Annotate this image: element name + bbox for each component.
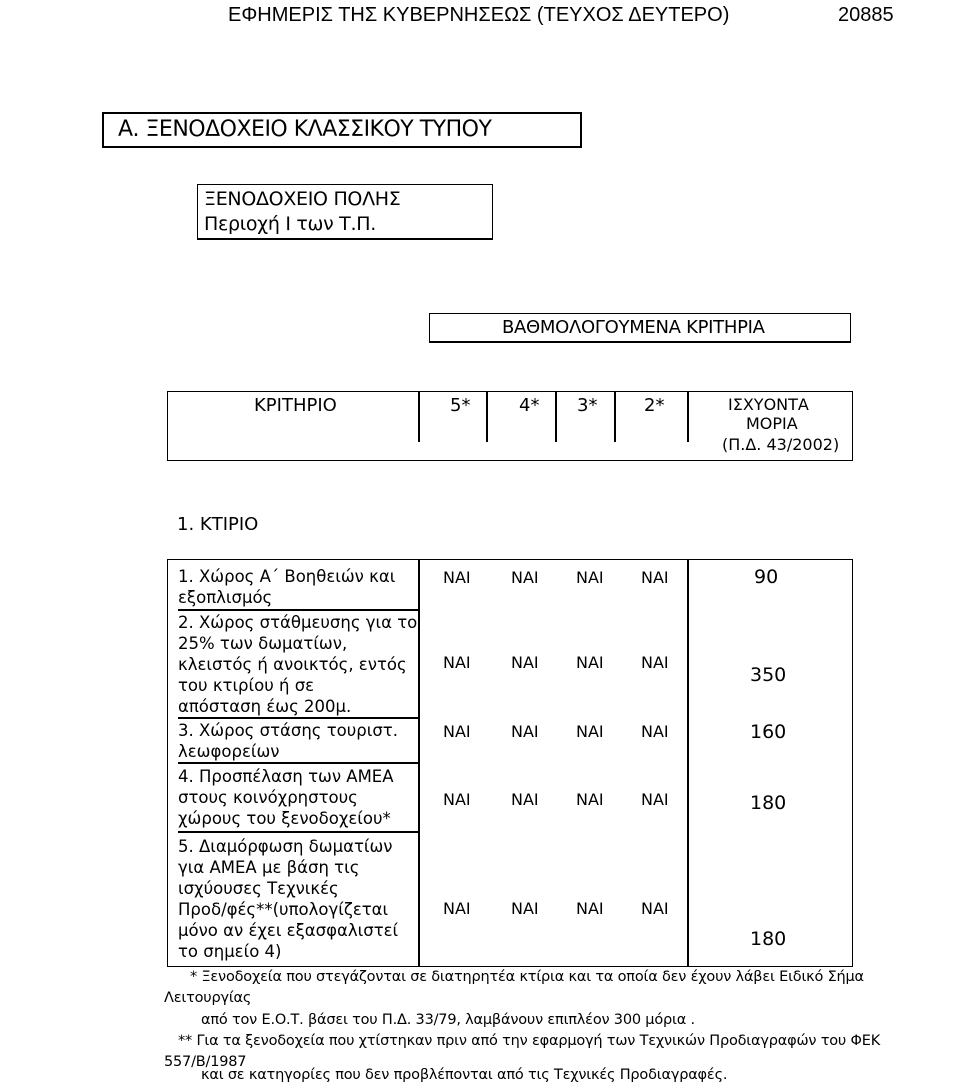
graded-criteria-box [429,313,851,343]
header-criterion: ΚΡΙΤΗΡΙΟ [254,395,337,416]
row1-2-star: ΝΑΙ [641,568,669,587]
criteria-header-table [167,391,853,461]
table-row: 3. Χώρος στάσης τουριστ. λεωφορείων [178,721,398,761]
row3-3-star: ΝΑΙ [576,722,604,741]
graded-criteria-title: ΒΑΘΜΟΛΟΓΟΥΜΕΝΑ ΚΡΙΤΗΡΙΑ [502,317,765,338]
row2-5-star: ΝΑΙ [443,653,471,672]
row5-2-star: ΝΑΙ [641,899,669,918]
row5-5-star: ΝΑΙ [443,899,471,918]
row2-4-star: ΝΑΙ [511,653,539,672]
row4-4-star: ΝΑΙ [511,790,539,809]
header-4-star: 4* [519,395,540,416]
row3-points: 160 [750,721,787,743]
footnote-1-line2: Λειτουργίας [164,990,252,1006]
row4-5-star: ΝΑΙ [443,790,471,809]
table-row: 4. Προσπέλαση των ΑΜΕΑ στους κοινόχρηστους χώρους του ξενοδοχείου* [178,767,394,828]
footnote-2-line3: και σε κατηγορίες που δεν προβλέπονται από τις Τεχνικές Προδιαγραφές. [201,1067,728,1083]
section-title: Α. ΞΕΝΟΔΟΧΕΙΟ ΚΛΑΣΣΙΚΟΥ ΤΥΠΟΥ [118,117,492,142]
header-3-star: 3* [577,395,598,416]
hotel-type-box [197,184,493,240]
row5-3-star: ΝΑΙ [576,899,604,918]
footnote-1-line1: * Ξενοδοχεία που στεγάζονται σε διατηρητέα κτίρια και τα οποία δεν έχουν λάβει Ειδικό Σήμα [190,969,864,985]
gazette-header-title: ΕΦΗΜΕΡΙΣ ΤΗΣ ΚΥΒΕΡΝΗΣΕΩΣ (ΤΕΥΧΟΣ ΔΕΥΤΕΡΟ) [228,4,730,26]
footnote-1-line3: από τον Ε.Ο.Τ. βάσει του Π.Δ. 33/79, λαμβάνουν επιπλέον 300 μόρια . [201,1012,695,1028]
row1-3-star: ΝΑΙ [576,568,604,587]
row4-3-star: ΝΑΙ [576,790,604,809]
hotel-type-line1: ΞΕΝΟΔΟΧΕΙΟ ΠΟΛΗΣ [204,188,401,210]
row2-2-star: ΝΑΙ [641,653,669,672]
header-points-line2: ΜΟΡΙΑ [746,414,798,433]
row4-2-star: ΝΑΙ [641,790,669,809]
row1-5-star: ΝΑΙ [443,568,471,587]
header-points-line3: (Π.Δ. 43/2002) [722,435,840,454]
footnote-2-line1: ** Για τα ξενοδοχεία που χτίστηκαν πριν από την εφαρμογή των Τεχνικών Προδιαγραφών του ΦΕΚ [178,1033,881,1049]
table-row: 2. Χώρος στάθμευσης για το 25% των δωματίων, κλειστός ή ανοικτός, εντός του κτιρίου ή σε απόσταση έως 200μ. [178,613,418,716]
row5-4-star: ΝΑΙ [511,899,539,918]
page-number: 20885 [838,4,894,26]
section-title-box [102,112,582,148]
subsection-building: 1. ΚΤΙΡΙΟ [177,514,259,535]
row2-points: 350 [750,664,787,686]
row4-points: 180 [750,792,787,814]
header-points-line1: ΙΣΧΥΟΝΤΑ [728,395,809,414]
row1-points: 90 [754,566,779,588]
row5-points: 180 [750,928,787,950]
row3-2-star: ΝΑΙ [641,722,669,741]
row3-5-star: ΝΑΙ [443,722,471,741]
hotel-type-line2: Περιοχή Ι των Τ.Π. [204,213,376,235]
table-row: 1. Χώρος Α΄ Βοηθειών και εξοπλισμός [178,567,396,607]
row2-3-star: ΝΑΙ [576,653,604,672]
footnote-2-line2: 557/Β/1987 [164,1054,247,1070]
row1-4-star: ΝΑΙ [511,568,539,587]
header-2-star: 2* [644,395,665,416]
criteria-table [167,559,853,967]
row3-4-star: ΝΑΙ [511,722,539,741]
header-5-star: 5* [450,395,471,416]
table-row: 5. Διαμόρφωση δωματίων για ΑΜΕΑ με βάση τις ισχύουσες Τεχνικές Προδ/φές**(υπολογίζεται μόνο αν έχει εξασφαλιστεί το σημείο 4) [178,837,399,961]
